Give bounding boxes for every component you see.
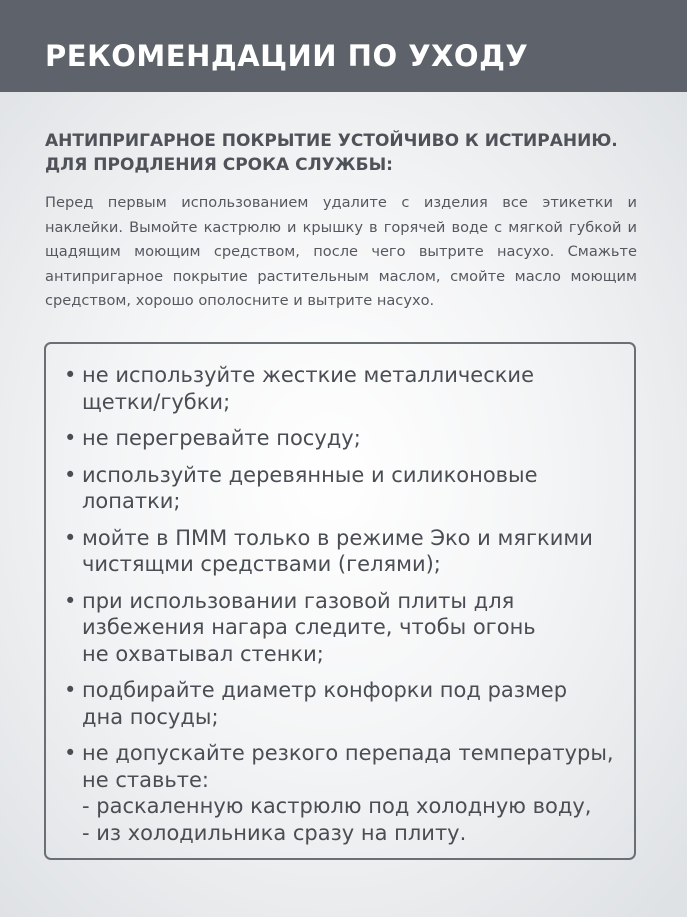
bullet-icon: • [64, 462, 77, 487]
tip-line: мойте в ПММ только в режиме Эко и мягкими [82, 525, 593, 550]
tip-line: щетки/губки; [82, 389, 231, 414]
tip-line: чистящми средствами (гелями); [82, 552, 441, 576]
tip-line: лопатки; [82, 489, 181, 513]
tip-item [62, 462, 632, 515]
bullet-icon: • [64, 426, 77, 450]
bullet-icon: • [64, 525, 77, 550]
bullet-icon: • [64, 741, 77, 765]
tip-line: не допускайте резкого перепада температуры, [82, 741, 614, 765]
section-subheading [45, 129, 645, 177]
care-tips-list [62, 362, 632, 856]
bullet-icon: • [64, 588, 77, 613]
care-tips-box [44, 342, 636, 860]
tip-item [62, 588, 632, 668]
tip-line: избежения нагара следите, чтобы огонь [82, 615, 536, 639]
tip-line: дна посуды; [82, 704, 219, 729]
page-title: РЕКОМЕНДАЦИИ ПО УХОДУ [45, 39, 529, 73]
header-bar [0, 0, 687, 92]
subheading-line-2: ДЛЯ ПРОДЛЕНИЯ СРОКА СЛУЖБЫ: [45, 155, 393, 175]
bullet-icon: • [64, 363, 77, 387]
tip-item [62, 425, 632, 452]
tip-line: при использовании газовой плиты для [82, 588, 515, 613]
tip-line: не перегревайте посуду; [82, 426, 361, 450]
subheading-line-1: АНТИПРИГАРНОЕ ПОКРЫТИЕ УСТОЙЧИВО К ИСТИРАНИЮ. [45, 131, 618, 151]
tip-line: используйте деревянные и силиконовые [82, 462, 538, 487]
intro-paragraph: Перед первым использованием удалите с изделия все этикетки и наклейки. Вымойте кастрюлю и крышку в горячей воде с мягкой губкой и щадящим моющим средством, после чего вытрите насухо. Смажьте антипригарное покрытие растительным маслом, смойте масло моющим средством, хорошо ополосните и вытрите насухо. [45, 194, 637, 309]
tip-item [62, 525, 632, 578]
tip-line: не используйте жесткие металлические [82, 363, 534, 387]
tip-item [62, 362, 632, 415]
tip-line: не ставьте: [82, 767, 209, 792]
tip-line: - из холодильника сразу на плиту. [82, 820, 467, 845]
tip-line: не охватывал стенки; [82, 641, 324, 666]
bullet-icon: • [64, 678, 77, 702]
tip-item [62, 740, 632, 846]
tip-item [62, 677, 632, 730]
tip-line: подбирайте диаметр конфорки под размер [82, 678, 568, 702]
tip-line: - раскаленную кастрюлю под холодную воду, [82, 794, 592, 818]
